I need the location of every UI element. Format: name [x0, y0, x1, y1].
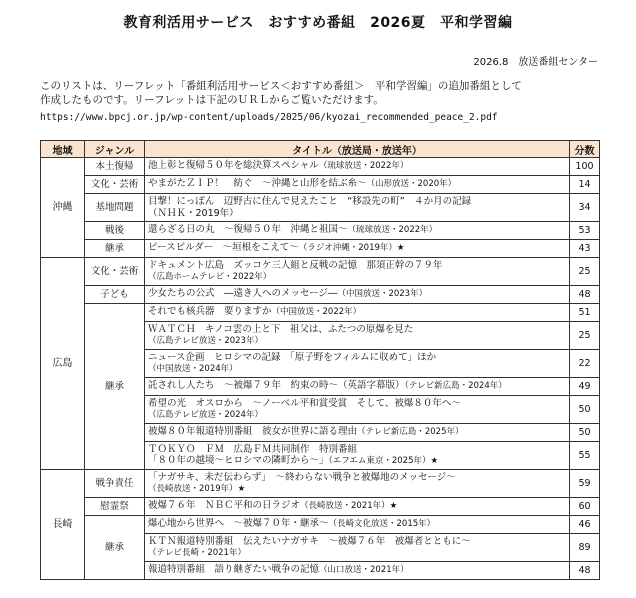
program-title-cell [145, 194, 570, 222]
program-title: ピースビルダー ～垣根をこえて～ [148, 242, 299, 254]
broadcaster-year: （広島テレビ放送・2023年） [148, 335, 263, 346]
broadcaster-year: （山形放送・2020年） [366, 179, 457, 190]
minutes-cell: 100 [570, 158, 600, 176]
table-row [41, 304, 600, 322]
broadcaster-year: （中国放送・2023年） [337, 289, 428, 300]
minutes-cell: 25 [570, 258, 600, 286]
program-title-cell [145, 562, 570, 580]
program-title-cell [145, 222, 570, 240]
broadcaster-year: （長崎文化放送・2015年） [328, 519, 436, 530]
broadcaster-year: （中国放送・2024年） [148, 363, 238, 374]
program-title-cell [145, 304, 570, 322]
program-title: 「ナガサキ、未だ伝わらず」 ～終わらない戦争と被爆地のメッセージ～ [148, 472, 456, 483]
program-title-cell [145, 378, 570, 396]
intro-line-1: このリストは、リーフレット「番組利活用サービス＜おすすめ番組＞ 平和学習編」の追加番組として [40, 80, 522, 92]
table-row [41, 176, 600, 194]
minutes-cell: 43 [570, 240, 600, 258]
program-title-cell [145, 396, 570, 424]
region-cell: 広島 [41, 258, 85, 470]
broadcaster-year: （長崎放送・2021年）★ [300, 501, 398, 512]
program-title-cell [145, 498, 570, 516]
program-title: 池上彰と復帰５０年を総決算スペシャル [148, 160, 319, 172]
program-title: 託されし人たち ～被爆７９年 約束の時～（英語字幕版） [148, 380, 405, 392]
program-title-cell [145, 424, 570, 442]
program-title-cell [145, 350, 570, 378]
program-title-cell [145, 158, 570, 176]
broadcaster-year: （エフエム東京・2025年）★ [328, 456, 439, 466]
broadcaster-year: （琉球放送・2022年） [318, 161, 409, 172]
minutes-cell: 50 [570, 424, 600, 442]
page-title: 教育利活用サービス おすすめ番組 2026夏 平和学習編 [123, 15, 513, 31]
genre-cell: 戦後 [85, 222, 145, 240]
program-title-cell [145, 534, 570, 562]
program-title: ＴＯＫＹＯ ＦＭ 広島ＦＭ共同制作 特別番組 [148, 443, 358, 455]
minutes-cell: 22 [570, 350, 600, 378]
minutes-cell: 50 [570, 396, 600, 424]
broadcaster-year: （広島テレビ放送・2024年） [148, 409, 263, 420]
program-title: 少女たちの公式 ―遠き人へのメッセージ― [148, 288, 338, 300]
table-header-row [41, 141, 600, 158]
region-cell: 長崎 [41, 470, 85, 580]
program-title: ＫＴＮ報道特別番組 伝えたいナガサキ ～被爆７６年 被爆者とともに～ [148, 536, 471, 547]
program-title-cell [145, 322, 570, 350]
program-title-cell [145, 442, 570, 470]
program-title-line-2: （ＮＨＫ・2019年） [148, 207, 239, 219]
genre-cell: 基地問題 [85, 194, 145, 222]
genre-cell: 子ども [85, 286, 145, 304]
program-title-cell [145, 516, 570, 534]
broadcaster-year: （テレビ新広島・2024年） [404, 381, 507, 392]
program-title: 爆心地から世界へ ～被爆７０年・継承～ [148, 518, 329, 530]
program-title-cell [145, 470, 570, 498]
minutes-cell: 60 [570, 498, 600, 516]
minutes-cell: 51 [570, 304, 600, 322]
table-row [41, 240, 600, 258]
broadcaster-year: （長崎放送・2019年）★ [148, 483, 246, 494]
broadcaster-year: （テレビ新広島・2025年） [357, 427, 464, 438]
broadcaster-year: （テレビ長崎・2021年） [148, 547, 246, 558]
program-title-line-2: 「８０年の越境～ヒロシマの隣町から～」 [148, 455, 329, 466]
table-row [41, 516, 600, 534]
intro-line-2: 作成したものです。リーフレットは下記のＵＲＬからご覧いただけます。 [40, 94, 384, 106]
table-row [41, 470, 600, 498]
minutes-cell: 59 [570, 470, 600, 498]
table-row [41, 286, 600, 304]
header-count: 分数 [570, 141, 600, 158]
minutes-cell: 55 [570, 442, 600, 470]
table-row [41, 222, 600, 240]
program-title: 目撃！にっぽん 辺野古に住んで見えたこと “移設先の町” ４か月の記録 [148, 196, 472, 207]
table-row [41, 498, 600, 516]
minutes-cell: 34 [570, 194, 600, 222]
minutes-cell: 89 [570, 534, 600, 562]
genre-cell: 慰霊祭 [85, 498, 145, 516]
program-title-cell [145, 286, 570, 304]
minutes-cell: 46 [570, 516, 600, 534]
genre-cell: 文化・芸術 [85, 176, 145, 194]
genre-cell: 継承 [85, 304, 145, 470]
minutes-cell: 48 [570, 286, 600, 304]
table-row [41, 258, 600, 286]
program-title: 被爆７６年 ＮＢＣ平和の日ラジオ [148, 500, 301, 512]
broadcaster-year: （琉球放送・2022年） [347, 225, 438, 236]
program-title: それでも核兵器 要りますか [148, 306, 272, 318]
header-title: タイトル（放送局・放送年） [145, 141, 570, 158]
broadcaster-year: （広島ホームテレビ・2022年） [148, 271, 272, 282]
broadcaster-year: （中国放送・2022年） [271, 307, 362, 318]
broadcaster-year: （ラジオ沖縄・2019年）★ [298, 243, 405, 254]
header-region: 地域 [41, 141, 85, 158]
program-title: 報道特別番組 語り継ぎたい戦争の記憶 [148, 564, 320, 576]
program-table [40, 140, 600, 580]
program-title: ドキュメント広島 ズッコケ三人組と反戦の記憶 那須正幹の７９年 [148, 260, 443, 271]
minutes-cell: 14 [570, 176, 600, 194]
program-title: 還らざる日の丸 ～復帰５０年 沖縄と祖国～ [148, 224, 348, 236]
program-title: 希望の光 オスロから ～ノーベル平和賞受賞 そして、被爆８０年へ～ [148, 398, 461, 409]
program-title: ニュース企画 ヒロシマの記録 「原子野をフィルムに収めて」ほか [148, 352, 437, 363]
leaflet-url-link[interactable]: https://www.bpcj.or.jp/wp-content/uploads/2025/06/kyozai_recommended_peace_2.pdf [40, 112, 498, 123]
program-title-cell [145, 176, 570, 194]
genre-cell: 戦争責任 [85, 470, 145, 498]
minutes-cell: 53 [570, 222, 600, 240]
table-row [41, 158, 600, 176]
genre-cell: 本土復帰 [85, 158, 145, 176]
program-title-cell [145, 258, 570, 286]
table-row [41, 194, 600, 222]
header-genre: ジャンル [85, 141, 145, 158]
genre-cell: 文化・芸術 [85, 258, 145, 286]
program-title: ＷＡＴＣＨ キノコ雲の上と下 祖父は、ふたつの原爆を見た [148, 324, 414, 335]
program-title-cell [145, 240, 570, 258]
genre-cell: 継承 [85, 240, 145, 258]
intro-text [40, 79, 600, 107]
region-cell: 沖縄 [41, 158, 85, 258]
program-title: やまがたＺＩＰ！ 紡ぐ ～沖縄と山形を結ぶ糸～ [148, 178, 367, 190]
minutes-cell: 49 [570, 378, 600, 396]
program-title: 被爆８０年報道特別番組 彼女が世界に語る理由 [148, 426, 358, 438]
broadcaster-year: （山口放送・2021年） [319, 565, 409, 576]
dateline: 2026.8 放送番組センター [473, 57, 598, 68]
minutes-cell: 25 [570, 322, 600, 350]
minutes-cell: 48 [570, 562, 600, 580]
genre-cell: 継承 [85, 516, 145, 580]
